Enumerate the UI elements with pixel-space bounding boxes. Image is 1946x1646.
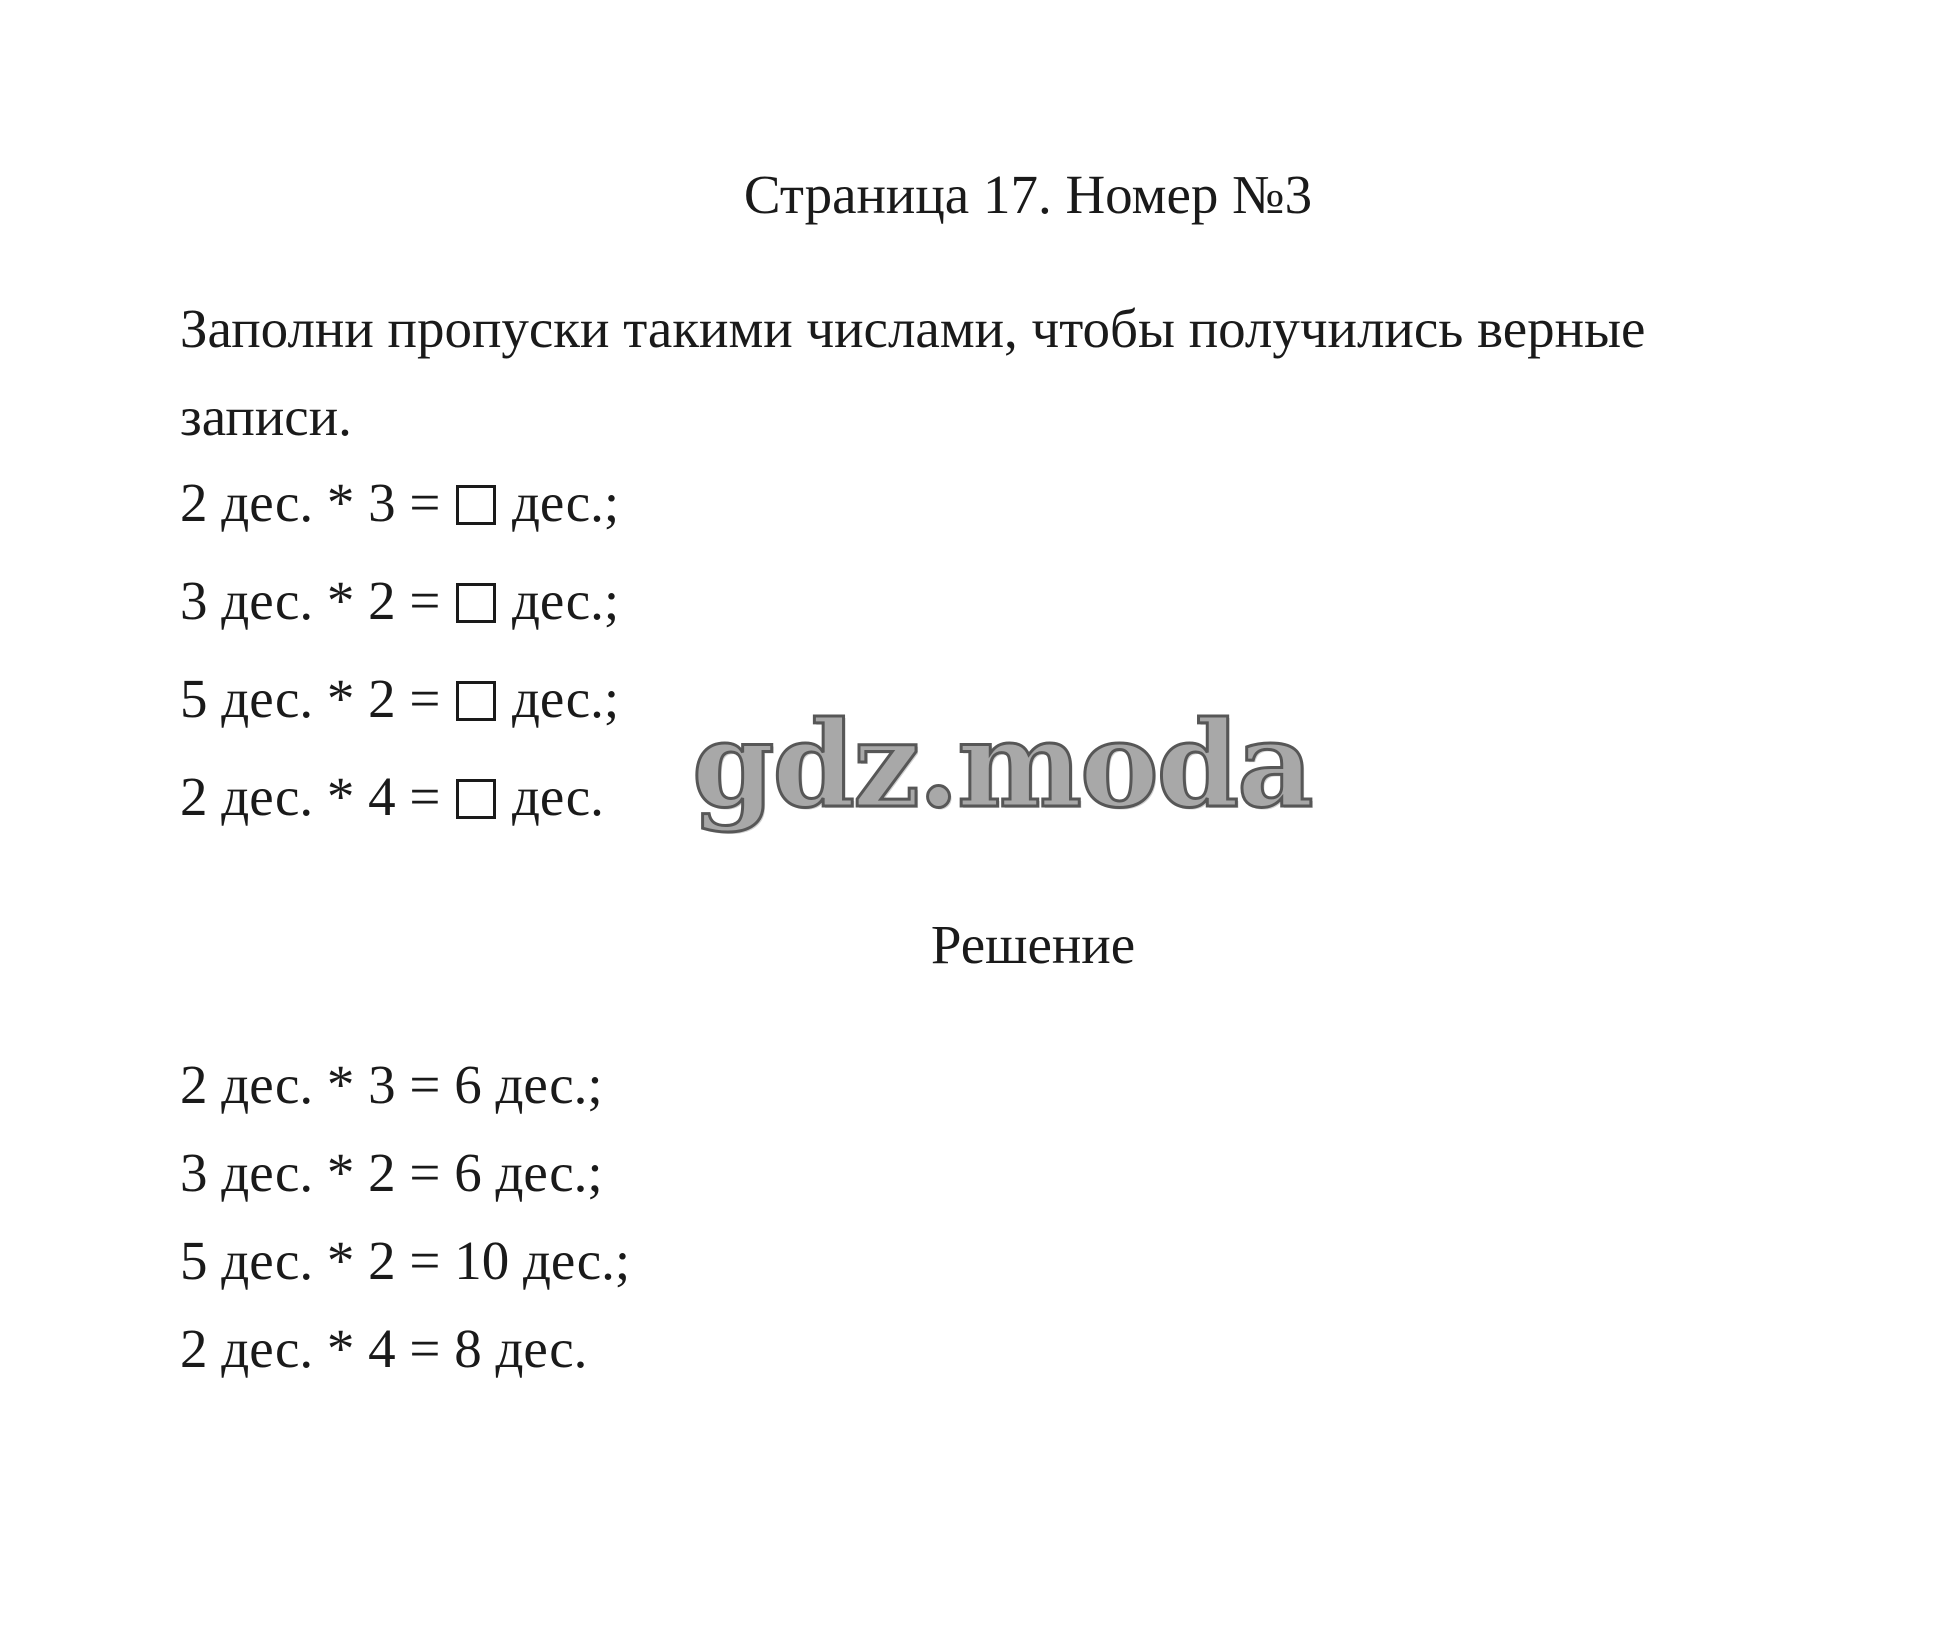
blank-box [456, 583, 496, 623]
solution-line: 5 дес. * 2 = 10 дес.; [180, 1230, 631, 1291]
blank-box [456, 681, 496, 721]
blank-box [456, 485, 496, 525]
solution-line: 3 дес. * 2 = 6 дес.; [180, 1142, 603, 1203]
exercise-left: 3 дес. * 2 = [180, 570, 441, 631]
exercise-right: дес.; [511, 472, 620, 533]
exercise-right: дес. [511, 766, 604, 827]
exercise-line [180, 764, 604, 830]
solution-heading: Решение [930, 914, 1136, 975]
blank-box [456, 779, 496, 819]
exercise-right: дес.; [511, 570, 620, 631]
exercise-line [180, 568, 619, 634]
solution-line: 2 дес. * 3 = 6 дес.; [180, 1054, 603, 1115]
exercise-line [180, 666, 619, 732]
exercise-left: 2 дес. * 3 = [180, 472, 441, 533]
watermark-logo: gdz.moda [692, 695, 1312, 834]
exercise-left: 2 дес. * 4 = [180, 766, 441, 827]
exercise-line [180, 470, 619, 536]
exercise-left: 5 дес. * 2 = [180, 668, 441, 729]
exercise-right: дес.; [511, 668, 620, 729]
task-statement: Заполни пропуски такими числами, чтобы получились верные записи. [180, 298, 1646, 447]
solution-line: 2 дес. * 4 = 8 дес. [180, 1318, 588, 1379]
page-title: Страница 17. Номер №3 [743, 164, 1313, 225]
